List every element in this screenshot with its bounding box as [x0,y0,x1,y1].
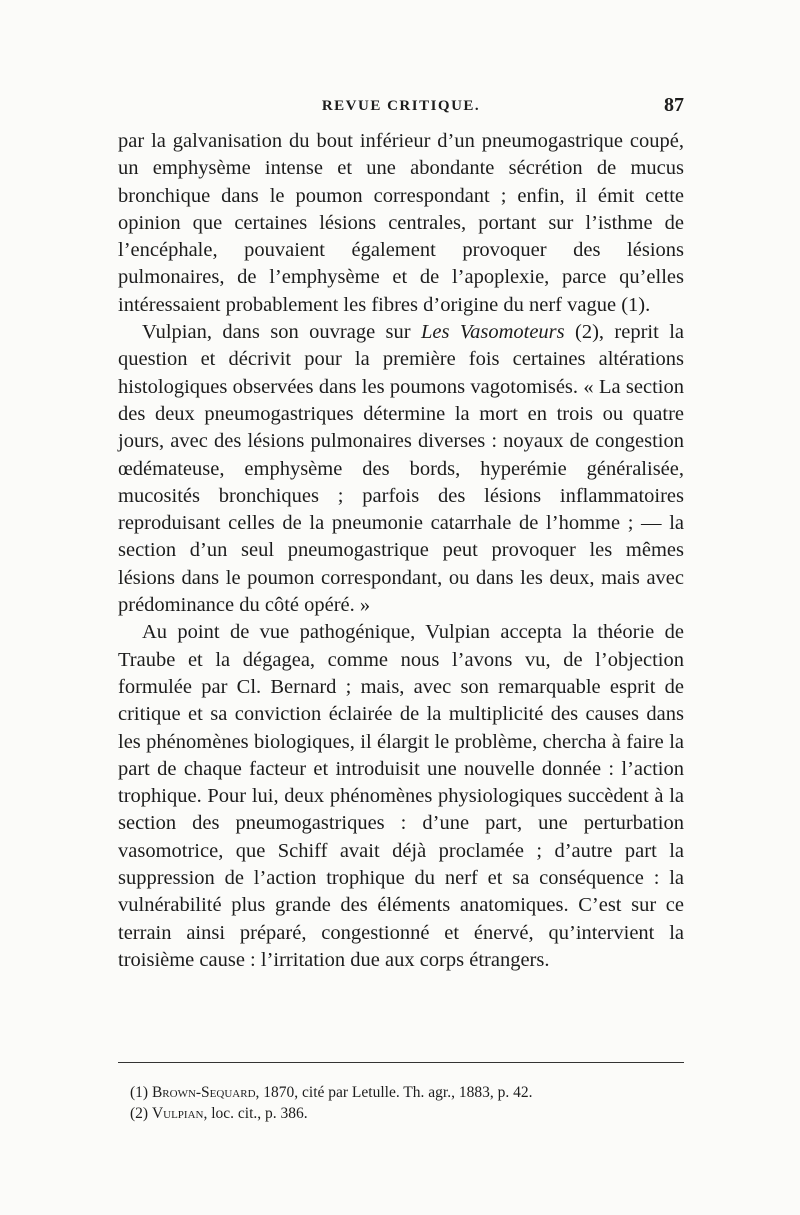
footnote-author: Vulpian [151,1105,204,1122]
paragraph-1: par la galvanisation du bout inférieur d’un pneumogastrique coupé, un emphysème intense et une abondante sécrétion de mucus bronchique dans le poumon correspondant ; enfin, il émit cette opinion que certaines lésions centrales, portant sur l’isthme de l’encéphale, pouvaient également provoquer des lésions pulmonaires, de l’emphysème et de l’apoplexie, parce qu’elles intéressaient probablement les fibres d’origine du nerf vague (1). [118,130,684,316]
footnotes [130,1082,684,1124]
footnote-author: Brown-Sequard [151,1084,256,1101]
body-text [118,128,684,974]
paragraph-2 [118,319,684,619]
page-number: 87 [664,94,684,116]
footnote-text: , 1870, cité par Letulle. Th. agr., 1883, p. 42. [255,1084,533,1101]
footnote-2 [130,1103,684,1124]
paragraph-2-end: (2), reprit la question et décrivit pour la première fois certaines altérations histologiques observées dans les poumons vagotomisés. « La section des deux pneumogastriques détermine la mort en trois ou quatre jours, avec des lésions pulmonaires diverses : noyaux de congestion œdémateuse, emphysème des bords, hyperémie généralisée, mucosités bronchiques ; parfois des lésions inflammatoires reproduisant celles de la pneumonie catarrhale de l’homme ; — la section d’un seul pneumogastrique peut provoquer les mêmes lésions dans le poumon correspondant, ou dans les deux, mais avec prédominance du côté opéré. » [118,321,685,617]
footnote-divider [118,1062,684,1063]
paragraph-3: Au point de vue pathogénique, Vulpian accepta la théorie de Traube et la dégagea, comme nous l’avons vu, de l’objection formulée par Cl. Bernard ; mais, avec son remarquable esprit de critique et sa conviction éclairée de la multiplicité des causes dans les phénomènes biologiques, il élargit le problème, chercha à faire la part de chaque facteur et introduisit une nouvelle donnée : l’action trophique. Pour lui, deux phénomènes physiologiques succèdent à la section des pneumogastriques : d’une part, une perturbation vasomotrice, que Schiff avait déjà proclamée ; d’autre part la suppression de l’action trophique du nerf et sa conséquence : la vulnérabilité plus grande des éléments anatomiques. C’est sur ce terrain ainsi préparé, congestionné et énervé, qu’intervient la troisième cause : l’irritation due aux corps étrangers. [118,621,684,971]
footnote-text: , loc. cit., p. 386. [203,1105,308,1122]
footnote-mark: (2) [130,1105,149,1122]
page-header [118,94,684,124]
paragraph-2-start: Vulpian, dans son ouvrage sur [142,321,421,344]
footnote-1 [130,1082,684,1103]
running-title: REVUE CRITIQUE. [321,98,481,114]
book-title-italic: Les Vasomoteurs [420,321,565,344]
footnote-mark: (1) [130,1084,149,1101]
